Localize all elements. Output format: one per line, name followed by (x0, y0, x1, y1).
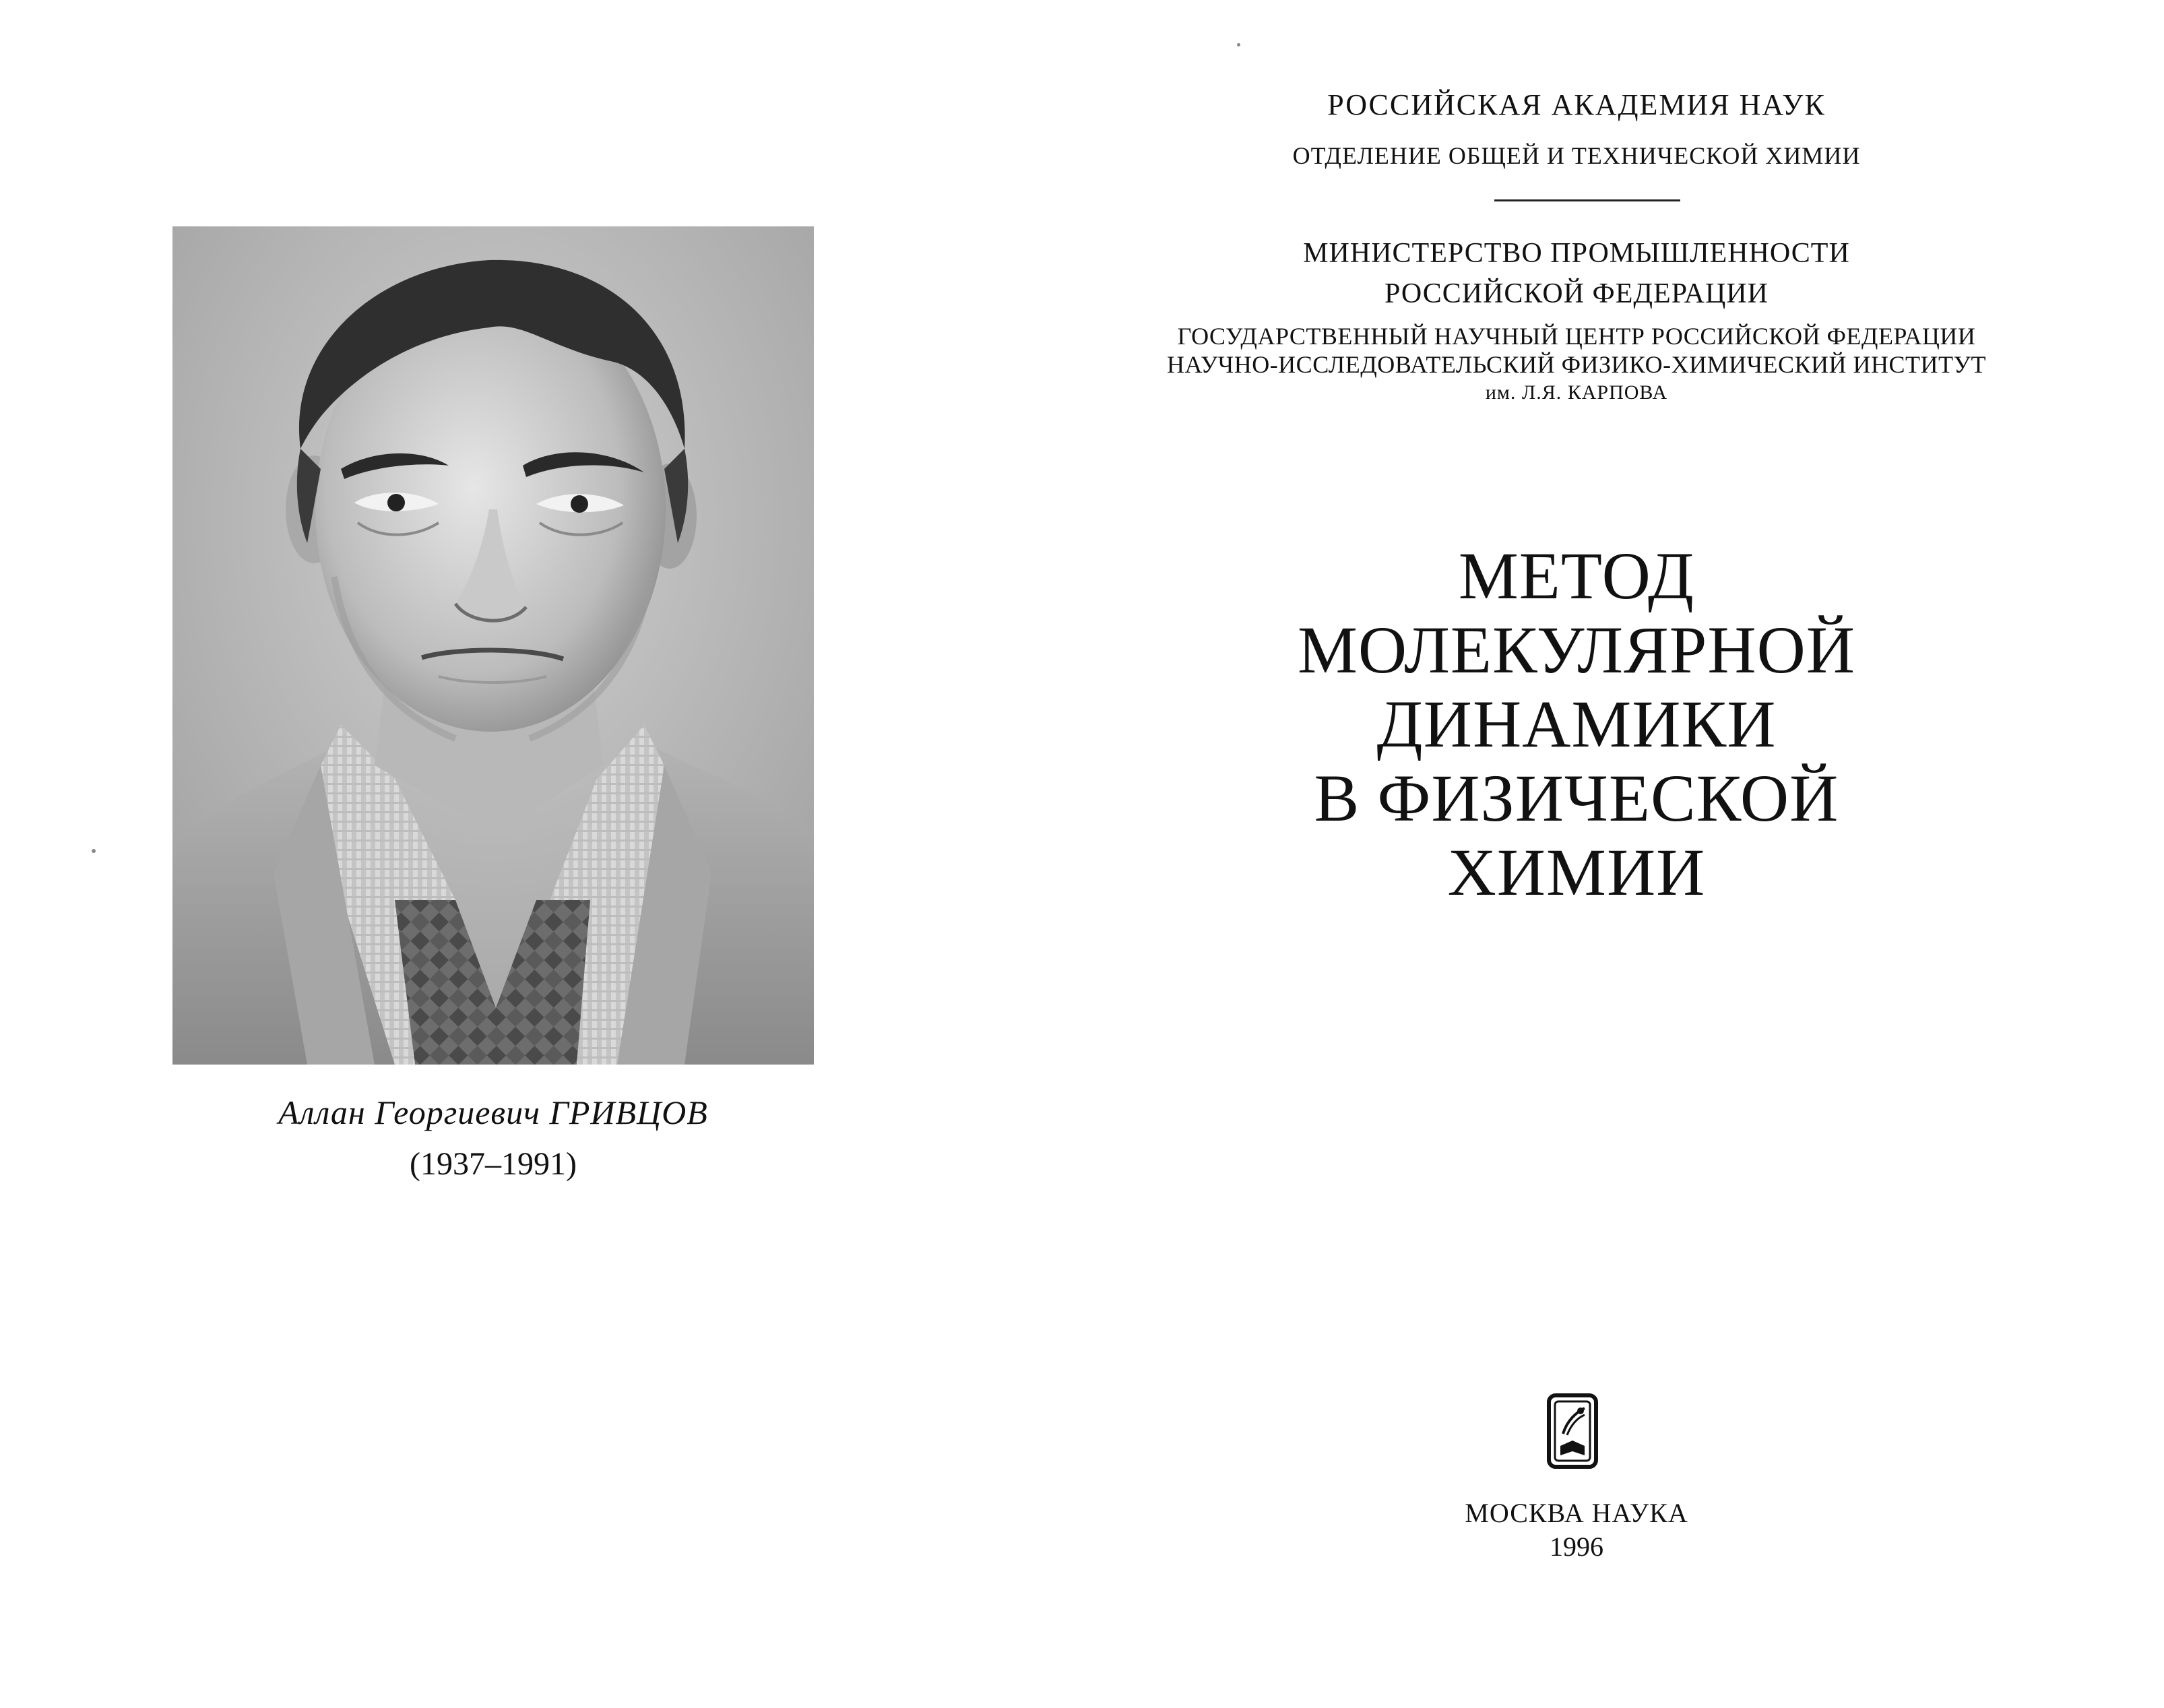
publication-year: 1996 (1550, 1531, 1603, 1562)
title-line-2: МОЛЕКУЛЯРНОЙ (1297, 612, 1856, 687)
publisher-city: МОСКВА НАУКА (1465, 1498, 1688, 1528)
institute-namesake: им. Л.Я. КАРПОВА (1485, 381, 1668, 404)
portrait-caption-name: Аллан Георгиевич ГРИВЦОВ (278, 1094, 708, 1131)
ministry-name (1091, 233, 2062, 314)
nauka-publisher-emblem-icon (1547, 1393, 1598, 1469)
title-line-5: ХИМИИ (1447, 835, 1706, 910)
research-center-line-2: НАУЧНО-ИССЛЕДОВАТЕЛЬСКИЙ ФИЗИКО-ХИМИЧЕСКИЙ ИНСТИТУТ (1166, 351, 1987, 378)
research-center-name (1091, 322, 2062, 379)
ministry-line-2: РОССИЙСКОЙ ФЕДЕРАЦИИ (1385, 278, 1769, 309)
section-divider (1494, 199, 1680, 201)
portrait-photo (172, 226, 814, 1065)
title-line-4: В ФИЗИЧЕСКОЙ (1314, 761, 1839, 835)
research-center-line-1: ГОСУДАРСТВЕННЫЙ НАУЧНЫЙ ЦЕНТР РОССИЙСКОЙ ФЕДЕРАЦИИ (1177, 323, 1976, 350)
scan-speck (92, 849, 96, 853)
title-line-3: ДИНАМИКИ (1376, 687, 1777, 761)
title-line-1: МЕТОД (1458, 538, 1695, 613)
department-name: ОТДЕЛЕНИЕ ОБЩЕЙ И ТЕХНИЧЕСКОЙ ХИМИИ (1292, 142, 1861, 169)
book-title (1091, 539, 2062, 910)
portrait-caption-years: (1937–1991) (410, 1146, 577, 1182)
ministry-line-1: МИНИСТЕРСТВО ПРОМЫШЛЕННОСТИ (1303, 238, 1850, 269)
scan-speck (1237, 43, 1240, 46)
academy-name: РОССИЙСКАЯ АКАДЕМИЯ НАУК (1327, 88, 1826, 121)
